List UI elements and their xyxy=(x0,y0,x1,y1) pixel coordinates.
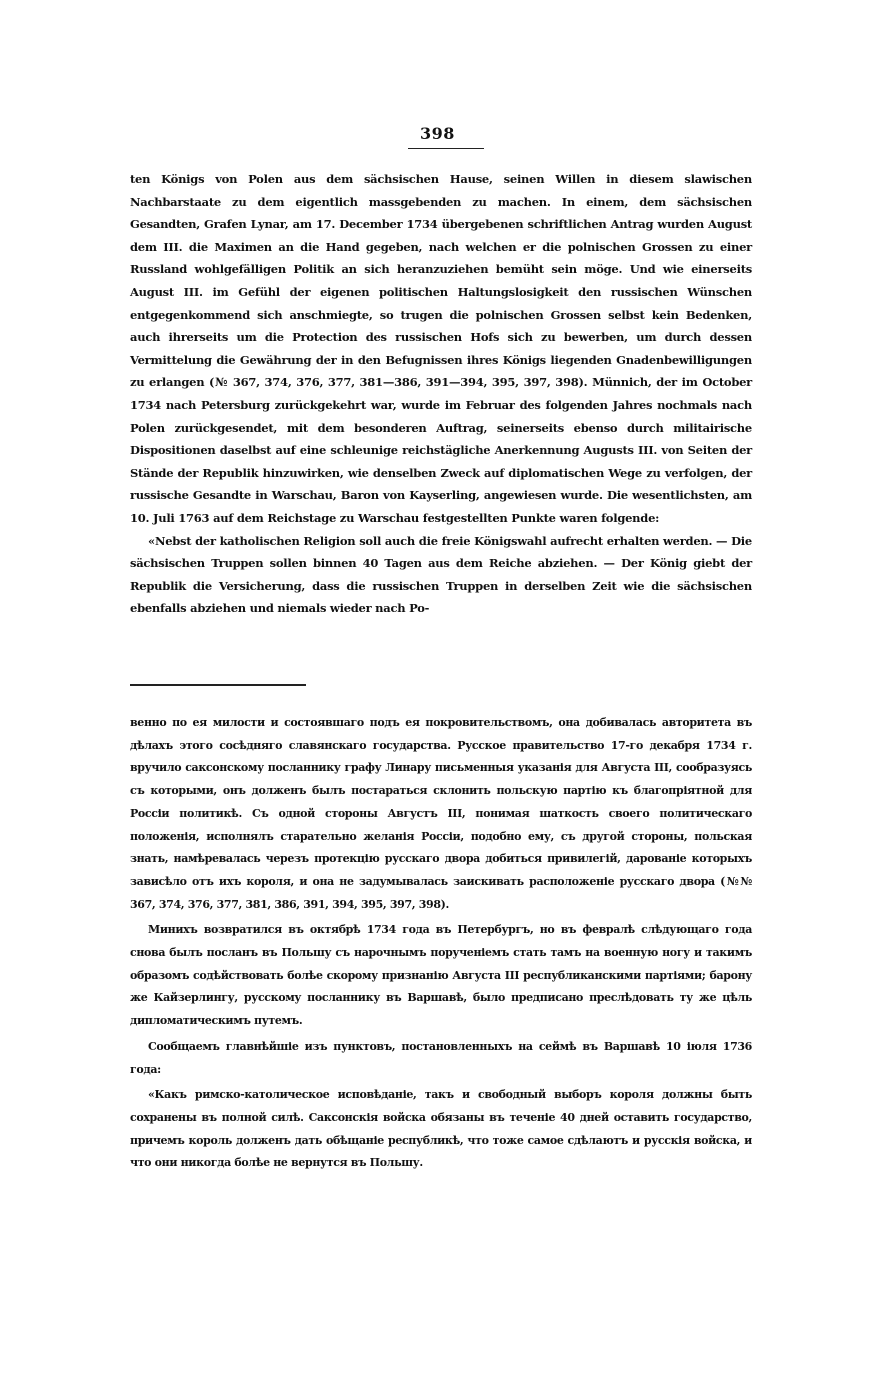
german-paragraph-2: «Nebst der katholischen Religion soll auch die freie Königswahl aufrecht erhalten werden. — Die sächsischen Truppen sollen binnen 40 Tagen aus dem Reiche abziehen. — Der König giebt der Republik die Versicherung, dass die russischen Truppen in derselben Zeit wie die sächsischen ebenfalls abziehen und niemals wieder nach Po- xyxy=(130,533,752,616)
page-number: 398 xyxy=(420,124,455,143)
russian-paragraph-2: Минихъ возвратился въ октябрѣ 1734 года въ Петербургъ, но въ февралѣ слѣдующаго года снова былъ посланъ въ Польшу съ нарочнымъ порученіемъ стать тамъ на военную ногу и такимъ образомъ содѣйствовать болѣе скорому признанію Августа III республиканскими партіями; барону же Кайзерлингу, русскому посланнику въ Варшавѣ, было предписано преслѣдовать ту же цѣль дипломатическимъ путемъ. xyxy=(130,923,752,1028)
page-number-rule xyxy=(408,148,484,149)
german-paragraph-1: ten Königs von Polen aus dem sächsischen Hause, seinen Willen in diesem slawischen Nachbarstaate zu dem eigentlich massgebenden zu machen. In einem, dem sächsischen Gesandten, Grafen Lynar, am 17. December 1734 übergebenen schriftlichen Antrag wurden August dem III. die Maximen an die Hand gegeben, nach welchen er die polnischen Grossen zu einer Russland wohlgefälligen Politik an sich heranzuziehen bemüht sein möge. Und wie einerseits August III. im Gefühl der eigenen politischen Haltungslosigkeit den russischen Wünschen entgegenkommend sich anschmiegte, so trugen die polnischen Grossen selbst kein Bedenken, auch ihrerseits um die Protection des russischen Hofs sich zu bewerben, um durch dessen Vermittelung die Gewährung der in den Befugnissen ihres Königs liegenden Gnadenbewilligungen zu erlangen (№ 367, 374, 376, 377, 381—386, 391—394, 395, 397, 398). Münnich, der im October 1734 nach Petersburg zurückgekehrt war, wurde im Februar des folgenden Jahres nochmals nach Polen zurückgesendet, mit dem besonderen Auftrag, seinerseits ebenso durch militairische Dispositionen daselbst auf eine schleunige reichstägliche Anerkennung Augusts III. von Seiten der Stände der Republik hinzuwirken, wie denselben Zweck auf diplomatischen Wege zu verfolgen, der russische Gesandte in Warschau, Baron von Kayserling, angewiesen wurde. Die wesentlichsten, am 10. Juli 1763 auf dem Reichstage zu Warschau festgestellten Punkte waren folgende: xyxy=(130,172,752,525)
footnote-divider xyxy=(130,684,306,686)
russian-text-block xyxy=(130,712,752,1175)
russian-paragraph-3: Сообщаемъ главнѣйшіе изъ пунктовъ, постановленныхъ на сеймѣ въ Варшавѣ 10 іюля 1736 года: xyxy=(130,1039,752,1076)
russian-paragraph-4: «Какъ римско-католическое исповѣданіе, такъ и свободный выборъ короля должны быть сохранены въ полной силѣ. Саксонскія войска обязаны въ теченіе 40 дней оставить государство, причемъ король долженъ дать обѣщаніе республикѣ, что тоже самое сдѣлаютъ и русскія войска, и что они никогда болѣе не вернутся въ Польшу. xyxy=(130,1088,752,1170)
russian-paragraph-1: венно по ея милости и состоявшаго подъ ея покровительствомъ, она добивалась авторитета въ дѣлахъ этого сосѣдняго славянскаго государства. Русское правительство 17-го декабря 1734 г. вручило саксонскому посланнику графу Линару письменныя указанія для Августа III, сообразуясь съ которыми, онъ долженъ былъ постараться склонить польскую партію къ благопріятной для Россіи политикѣ. Съ одной стороны Августъ III, понимая шаткость своего политическаго положенія, исполнялъ старательно желанія Россіи, подобно ему, съ другой стороны, польская знать, намѣревалась черезъ протекцію русскаго двора добиться привилегій, дарованіе которыхъ зависѣло отъ ихъ короля, и она не задумывалась заискивать расположеніе русскаго двора (№№ 367, 374, 376, 377, 381, 386, 391, 394, 395, 397, 398). xyxy=(130,716,752,911)
german-text-block xyxy=(130,168,752,620)
